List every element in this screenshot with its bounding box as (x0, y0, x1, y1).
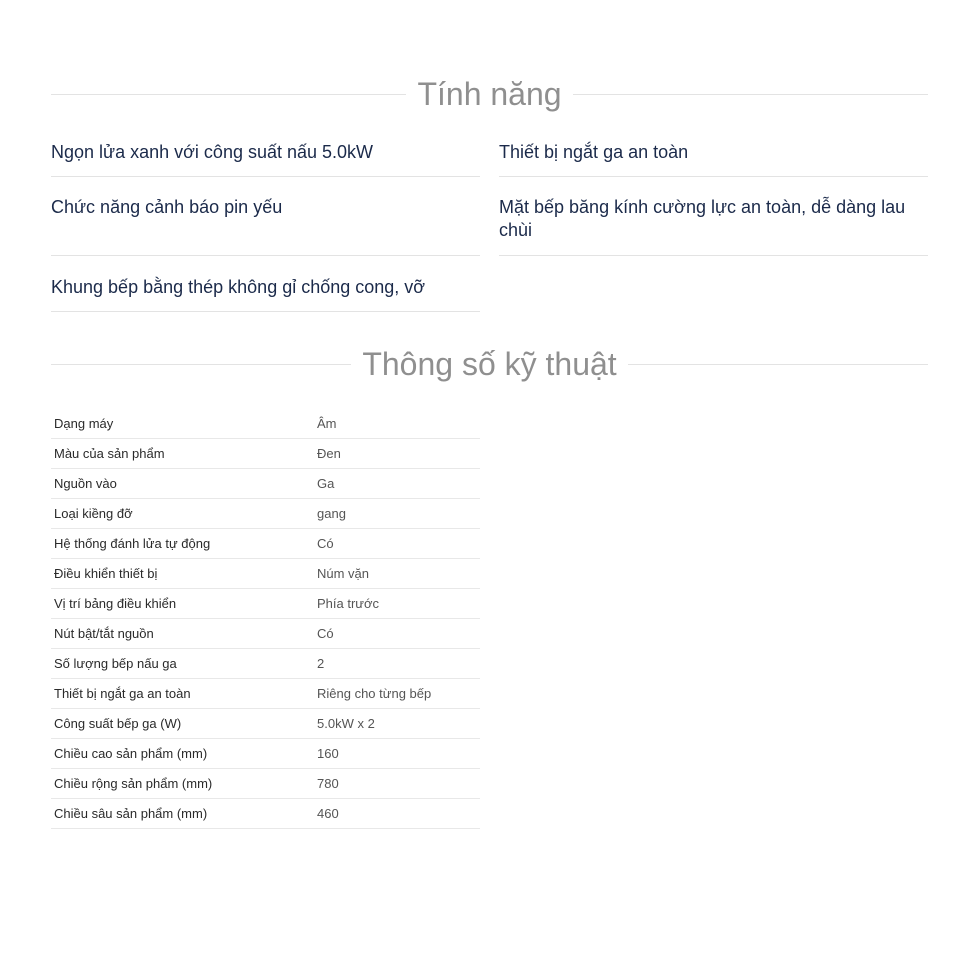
spec-value: Núm vặn (317, 566, 370, 581)
spec-label: Hệ thống đánh lửa tự động (54, 536, 211, 551)
spec-row (51, 439, 480, 469)
spec-label: Chiều cao sản phẩm (mm) (54, 746, 208, 761)
spec-row (51, 589, 480, 619)
heading-rule-left (51, 94, 406, 95)
spec-row (51, 469, 480, 499)
spec-row (51, 799, 480, 829)
spec-row (51, 679, 480, 709)
spec-value: Âm (317, 416, 337, 431)
feature-item (499, 141, 928, 177)
specs-title: Thông số kỹ thuật (362, 346, 617, 382)
spec-label: Màu của sản phẩm (54, 446, 165, 461)
feature-text: Chức năng cảnh báo pin yếu (51, 197, 283, 217)
spec-label: Thiết bị ngắt ga an toàn (54, 686, 191, 701)
spec-value: Đen (317, 446, 341, 461)
feature-item (499, 196, 928, 256)
spec-value: 460 (317, 806, 339, 821)
heading-rule-right (628, 364, 928, 365)
spec-label: Số lượng bếp nấu ga (54, 656, 177, 671)
spec-row (51, 499, 480, 529)
feature-item (51, 276, 480, 312)
spec-value: gang (317, 506, 346, 521)
spec-label: Nguồn vào (54, 476, 117, 491)
spec-value: Có (317, 536, 334, 551)
spec-value: Phía trước (317, 596, 380, 611)
spec-row (51, 559, 480, 589)
features-title: Tính năng (417, 76, 562, 112)
spec-label: Chiều sâu sản phẩm (mm) (54, 806, 208, 821)
spec-value: Có (317, 626, 334, 641)
spec-label: Điều khiển thiết bị (54, 566, 158, 581)
feature-text: Thiết bị ngắt ga an toàn (499, 142, 689, 162)
spec-label: Công suất bếp ga (W) (54, 716, 182, 731)
spec-label: Chiều rộng sản phẩm (mm) (54, 776, 213, 791)
spec-row (51, 739, 480, 769)
specs-heading (51, 346, 928, 382)
spec-value: 2 (317, 656, 325, 671)
spec-label: Nút bật/tắt nguồn (54, 626, 154, 641)
spec-row (51, 619, 480, 649)
spec-row (51, 529, 480, 559)
spec-label: Vị trí bảng điều khiển (54, 596, 177, 611)
heading-rule-left (51, 364, 351, 365)
feature-text: Khung bếp bằng thép không gỉ chống cong, vỡ (51, 277, 426, 297)
heading-rule-right (573, 94, 928, 95)
spec-value: 160 (317, 746, 339, 761)
specs-table (51, 409, 480, 829)
feature-text: Ngọn lửa xanh với công suất nấu 5.0kW (51, 142, 374, 162)
spec-value: 780 (317, 776, 339, 791)
spec-value: Ga (317, 476, 335, 491)
spec-value: Riêng cho từng bếp (317, 686, 432, 701)
features-heading (51, 76, 928, 112)
spec-label: Dạng máy (54, 416, 114, 431)
feature-item (51, 196, 480, 256)
spec-row (51, 409, 480, 439)
spec-row (51, 709, 480, 739)
spec-label: Loại kiềng đỡ (54, 506, 133, 521)
feature-item (51, 141, 480, 177)
spec-row (51, 649, 480, 679)
spec-row (51, 769, 480, 799)
spec-value: 5.0kW x 2 (317, 716, 375, 731)
feature-text: Mặt bếp băng kính cường lực an toàn, dễ dàng lau chùi (499, 197, 906, 240)
